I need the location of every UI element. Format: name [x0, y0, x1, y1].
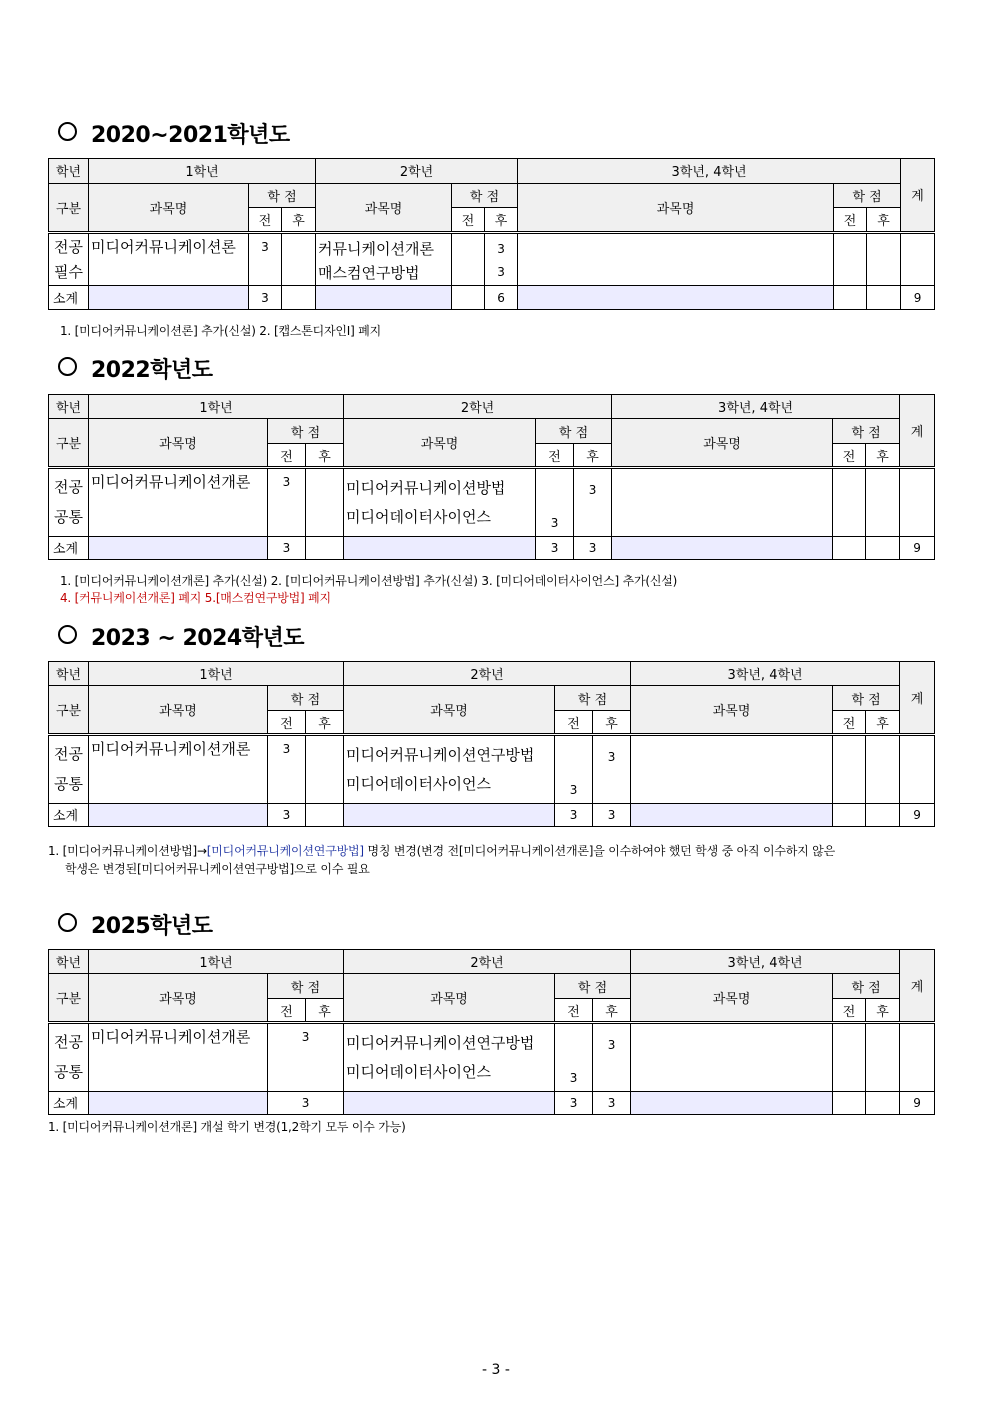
subtotal-cell: [518, 286, 834, 310]
curriculum-table: [48, 949, 935, 1115]
year-header: 학년: [49, 662, 89, 686]
first-semester-header: 전: [833, 443, 866, 467]
course-name-header: 과목명: [344, 419, 536, 468]
subtotal-year2-second: 3: [574, 536, 612, 559]
table-note: 1. [미디어커뮤니케이션개론] 개설 학기 변경(1,2학기 모두 이수 가능): [48, 1120, 406, 1134]
subtotal-year1-first: 3: [249, 286, 282, 310]
year34-header: 3학년, 4학년: [612, 395, 900, 419]
year34-second-credit: [867, 232, 901, 285]
year2-first-credit: [452, 232, 485, 285]
year2-courses: 미디어커뮤니케이션연구방법 미디어데이터사이언스: [344, 1023, 555, 1091]
year34-header: 3학년, 4학년: [631, 950, 900, 974]
year34-first-credit: [833, 468, 866, 536]
subtotal-year1-first: 3: [268, 803, 306, 826]
second-semester-header: 후: [306, 998, 344, 1022]
subtotal-label: 소계: [49, 286, 89, 310]
subtotal-year34-second: [866, 803, 900, 826]
section-heading: 2023 ~ 2024학년도: [58, 621, 304, 652]
year2-second-credit: 3: [574, 468, 612, 536]
year-header: 학년: [49, 159, 89, 184]
year1-header: 1학년: [89, 662, 344, 686]
year34-first-credit: [833, 735, 866, 803]
year34-courses: [612, 468, 833, 536]
year34-header: 3학년, 4학년: [631, 662, 900, 686]
subtotal-cell: [89, 536, 268, 559]
subtotal-year2-first: 3: [555, 1091, 593, 1114]
year1-courses: 미디어커뮤니케이션개론: [89, 468, 268, 536]
year1-first-credit: 3: [249, 232, 282, 285]
course-name-header: 과목명: [344, 974, 555, 1023]
credit-header: 학 점: [249, 183, 316, 208]
year34-courses: [631, 1023, 833, 1091]
second-semester-header: 후: [485, 208, 518, 233]
total-header: 계: [901, 159, 935, 233]
year-header: 학년: [49, 950, 89, 974]
year1-courses: 미디어커뮤니케이션론: [89, 232, 249, 285]
credit-header: 학 점: [834, 183, 901, 208]
year2-second-credit: 3: [593, 735, 631, 803]
credit-header: 학 점: [833, 419, 900, 443]
course-name-header: 과목명: [89, 419, 268, 468]
section-heading: 2025학년도: [58, 909, 213, 940]
year1-second-credit: [306, 735, 344, 803]
subtotal-year34-first: [833, 536, 866, 559]
subtotal-year2-second: 3: [593, 803, 631, 826]
credit-header: 학 점: [268, 686, 344, 710]
first-semester-header: 전: [555, 998, 593, 1022]
subtotal-year2-first: 3: [536, 536, 574, 559]
course-name-header: 과목명: [344, 686, 555, 735]
year2-courses: 미디어커뮤니케이션연구방법 미디어데이터사이언스: [344, 735, 555, 803]
course-name-header: 과목명: [612, 419, 833, 468]
subtotal-year1-second: [306, 803, 344, 826]
subtotal-label: 소계: [49, 803, 89, 826]
subtotal-year1-second: [306, 536, 344, 559]
table-note: 1. [미디어커뮤니케이션방법]→[미디어커뮤니케이션연구방법] 명칭 변경(변경 전[미디어커뮤니케이션개론]을 이수하여야 했던 학생 중 아직 이수하지 않은: [48, 844, 835, 858]
division-header: 구분: [49, 974, 89, 1023]
table-note: 1. [미디어커뮤니케이션론] 추가(신설) 2. [캡스톤디자인Ⅰ] 폐지: [60, 324, 382, 338]
second-semester-header: 후: [593, 998, 631, 1022]
first-semester-header: 전: [268, 443, 306, 467]
year1-courses: 미디어커뮤니케이션개론: [89, 1023, 268, 1091]
first-semester-header: 전: [268, 998, 306, 1022]
subtotal-year34-second: [866, 1091, 900, 1114]
grand-total: 9: [900, 536, 935, 559]
course-name-header: 과목명: [89, 686, 268, 735]
year34-second-credit: [866, 735, 900, 803]
total-cell: [901, 232, 935, 285]
year34-second-credit: [866, 1023, 900, 1091]
year1-header: 1학년: [89, 950, 344, 974]
year2-header: 2학년: [316, 159, 518, 184]
total-header: 계: [900, 395, 935, 468]
subtotal-cell: [344, 803, 555, 826]
division-header: 구분: [49, 419, 89, 468]
division-header: 구분: [49, 183, 89, 232]
credit-header: 학 점: [833, 686, 900, 710]
credit-header: 학 점: [555, 974, 631, 998]
credit-header: 학 점: [268, 974, 344, 998]
second-semester-header: 후: [593, 710, 631, 734]
year2-header: 2학년: [344, 395, 612, 419]
second-semester-header: 후: [866, 998, 900, 1022]
first-semester-header: 전: [833, 710, 866, 734]
subtotal-cell: [631, 1091, 833, 1114]
course-name-header: 과목명: [89, 183, 249, 232]
credit-header: 학 점: [833, 974, 900, 998]
renamed-course: [미디어커뮤니케이션연구방법]: [206, 844, 364, 858]
first-semester-header: 전: [536, 443, 574, 467]
year2-first-credit: 3: [555, 1023, 593, 1091]
subtotal-year34-first: [833, 1091, 866, 1114]
division-cell: 전공 공통: [49, 1023, 89, 1091]
section-heading: 2020~2021학년도: [58, 118, 290, 149]
credit-header: 학 점: [452, 183, 518, 208]
course-name-header: 과목명: [89, 974, 268, 1023]
subtotal-year2-second: 3: [593, 1091, 631, 1114]
year1-header: 1학년: [89, 159, 316, 184]
second-semester-header: 후: [282, 208, 316, 233]
subtotal-year34-first: [834, 286, 867, 310]
subtotal-cell: [316, 286, 452, 310]
subtotal-year2-second: 6: [485, 286, 518, 310]
grand-total: 9: [900, 803, 935, 826]
course-name-header: 과목명: [631, 686, 833, 735]
circle-bullet-icon: [58, 122, 77, 141]
total-header: 계: [900, 662, 935, 735]
subtotal-year34-second: [867, 286, 901, 310]
year1-first-credit: 3: [268, 468, 306, 536]
year2-header: 2학년: [344, 662, 631, 686]
subtotal-year2-first: 3: [555, 803, 593, 826]
division-header: 구분: [49, 686, 89, 735]
section-heading: 2022학년도: [58, 353, 213, 384]
subtotal-cell: [631, 803, 833, 826]
year1-header: 1학년: [89, 395, 344, 419]
division-cell: 전공 필수: [49, 232, 89, 285]
first-semester-header: 전: [555, 710, 593, 734]
curriculum-table: [48, 394, 935, 560]
year2-courses: 커뮤니케이션개론 매스컴연구방법: [316, 232, 452, 285]
year34-second-credit: [866, 468, 900, 536]
subtotal-cell: [344, 536, 536, 559]
subtotal-label: 소계: [49, 1091, 89, 1114]
subtotal-cell: [89, 286, 249, 310]
page-number: - 3 -: [482, 1362, 510, 1378]
year2-header: 2학년: [344, 950, 631, 974]
year34-courses: [518, 232, 834, 285]
year2-first-credit: 3: [536, 468, 574, 536]
credit-header: 학 점: [536, 419, 612, 443]
circle-bullet-icon: [58, 625, 77, 644]
second-semester-header: 후: [306, 443, 344, 467]
circle-bullet-icon: [58, 913, 77, 932]
year1-second-credit: [306, 468, 344, 536]
total-cell: [900, 1023, 935, 1091]
curriculum-table: [48, 158, 935, 310]
year1-credit-merged: 3: [268, 1023, 344, 1091]
year1-first-credit: 3: [268, 735, 306, 803]
subtotal-year1-first: 3: [268, 536, 306, 559]
year2-second-credit: 3: [593, 1023, 631, 1091]
subtotal-year2-first: [452, 286, 485, 310]
subtotal-cell: [89, 803, 268, 826]
table-note: 1. [미디어커뮤니케이션개론] 추가(신설) 2. [미디어커뮤니케이션방법] 추가(신설) 3. [미디어데이터사이언스] 추가(신설): [60, 574, 678, 588]
total-header: 계: [900, 950, 935, 1023]
first-semester-header: 전: [833, 998, 866, 1022]
first-semester-header: 전: [249, 208, 282, 233]
subtotal-cell: [89, 1091, 268, 1114]
grand-total: 9: [901, 286, 935, 310]
division-cell: 전공 공통: [49, 468, 89, 536]
year1-second-credit: [282, 232, 316, 285]
year34-first-credit: [833, 1023, 866, 1091]
year2-first-credit: 3: [555, 735, 593, 803]
subtotal-year34-second: [866, 536, 900, 559]
second-semester-header: 후: [306, 710, 344, 734]
total-cell: [900, 735, 935, 803]
circle-bullet-icon: [58, 357, 77, 376]
first-semester-header: 전: [268, 710, 306, 734]
course-name-header: 과목명: [316, 183, 452, 232]
course-name-header: 과목명: [518, 183, 834, 232]
first-semester-header: 전: [452, 208, 485, 233]
table-note-removed: 4. [커뮤니케이션개론] 폐지 5.[매스컴연구방법] 폐지: [60, 591, 331, 605]
total-cell: [900, 468, 935, 536]
year1-courses: 미디어커뮤니케이션개론: [89, 735, 268, 803]
subtotal-label: 소계: [49, 536, 89, 559]
table-note-continuation: 학생은 변경된[미디어커뮤니케이션연구방법]으로 이수 필요: [65, 862, 370, 876]
second-semester-header: 후: [866, 710, 900, 734]
year2-second-credit: 3 3: [485, 232, 518, 285]
course-name-header: 과목명: [631, 974, 833, 1023]
subtotal-year1-second: [282, 286, 316, 310]
credit-header: 학 점: [268, 419, 344, 443]
year2-courses: 미디어커뮤니케이션방법 미디어데이터사이언스: [344, 468, 536, 536]
credit-header: 학 점: [555, 686, 631, 710]
subtotal-cell: [612, 536, 833, 559]
first-semester-header: 전: [834, 208, 867, 233]
division-cell: 전공 공통: [49, 735, 89, 803]
curriculum-table: [48, 661, 935, 827]
subtotal-year1-merged: 3: [268, 1091, 344, 1114]
year34-first-credit: [834, 232, 867, 285]
second-semester-header: 후: [866, 443, 900, 467]
subtotal-year34-first: [833, 803, 866, 826]
second-semester-header: 후: [574, 443, 612, 467]
subtotal-cell: [344, 1091, 555, 1114]
second-semester-header: 후: [867, 208, 901, 233]
year34-header: 3학년, 4학년: [518, 159, 901, 184]
year34-courses: [631, 735, 833, 803]
grand-total: 9: [900, 1091, 935, 1114]
year-header: 학년: [49, 395, 89, 419]
